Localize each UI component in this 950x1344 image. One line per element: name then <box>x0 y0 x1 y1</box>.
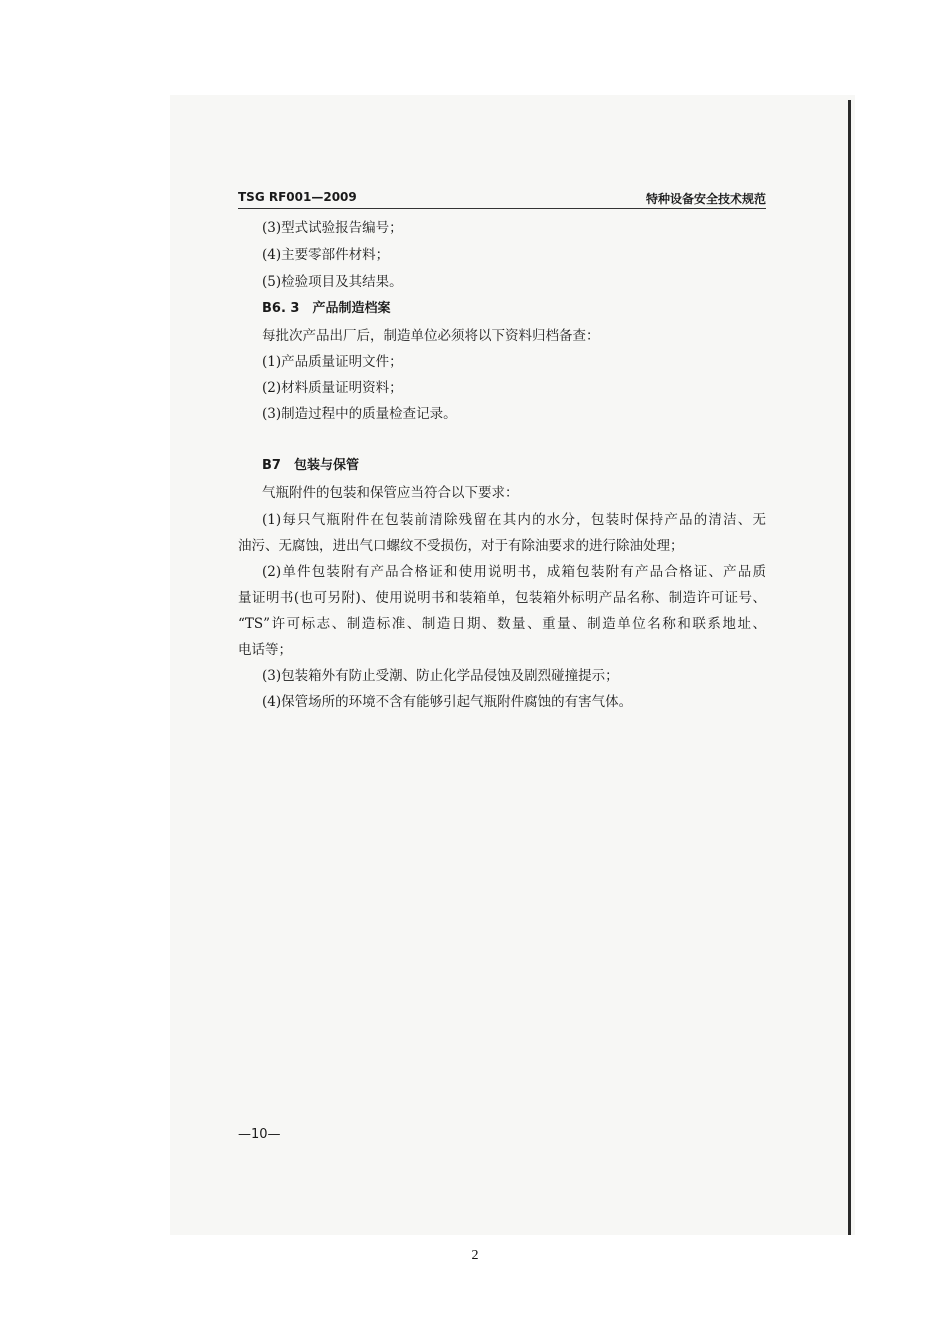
paragraph-line: (2)单件包装附有产品合格证和使用说明书，成箱包装附有产品合格证、产品质 <box>262 564 766 580</box>
list-item: (3)制造过程中的质量检查记录。 <box>262 406 457 422</box>
section-heading-b7: B7 包装与保管 <box>262 458 359 473</box>
list-item: (1)产品质量证明文件； <box>262 354 403 370</box>
paragraph-line: 量证明书(也可另附)、使用说明书和装箱单，包装箱外标明产品名称、制造许可证号、 <box>238 590 766 606</box>
paragraph-line: 油污、无腐蚀，进出气口螺纹不受损伤，对于有除油要求的进行除油处理； <box>238 538 684 554</box>
list-item: (4)主要零部件材料； <box>262 247 390 263</box>
scanned-page <box>170 95 855 1235</box>
document-page-number: 2 <box>471 1248 479 1263</box>
list-item: (4)保管场所的环境不含有能够引起气瓶附件腐蚀的有害气体。 <box>262 694 633 710</box>
paragraph-line: “TS”许可标志、制造标准、制造日期、数量、重量、制造单位名称和联系地址、 <box>238 616 766 632</box>
scan-edge-shadow <box>848 100 851 1235</box>
section-heading-b6-3: B6. 3 产品制造档案 <box>262 301 391 316</box>
list-item: (3)包装箱外有防止受潮、防止化学品侵蚀及剧烈碰撞提示； <box>262 668 619 684</box>
paragraph-line: 每批次产品出厂后，制造单位必须将以下资料归档备查： <box>262 328 600 344</box>
list-item: (5)检验项目及其结果。 <box>262 274 403 290</box>
series-title: 特种设备安全技术规范 <box>645 192 766 206</box>
standard-code: TSG RF001—2009 <box>238 190 357 204</box>
paragraph-line: 电话等； <box>238 642 292 658</box>
paragraph-line: (1)每只气瓶附件在包装前清除残留在其内的水分，包装时保持产品的清洁、无 <box>262 512 766 528</box>
running-header <box>238 188 766 209</box>
list-item: (3)型式试验报告编号； <box>262 220 403 236</box>
list-item: (2)材料质量证明资料； <box>262 380 403 396</box>
scan-page-number: —10— <box>238 1127 281 1142</box>
paragraph-line: 气瓶附件的包装和保管应当符合以下要求： <box>262 485 519 501</box>
